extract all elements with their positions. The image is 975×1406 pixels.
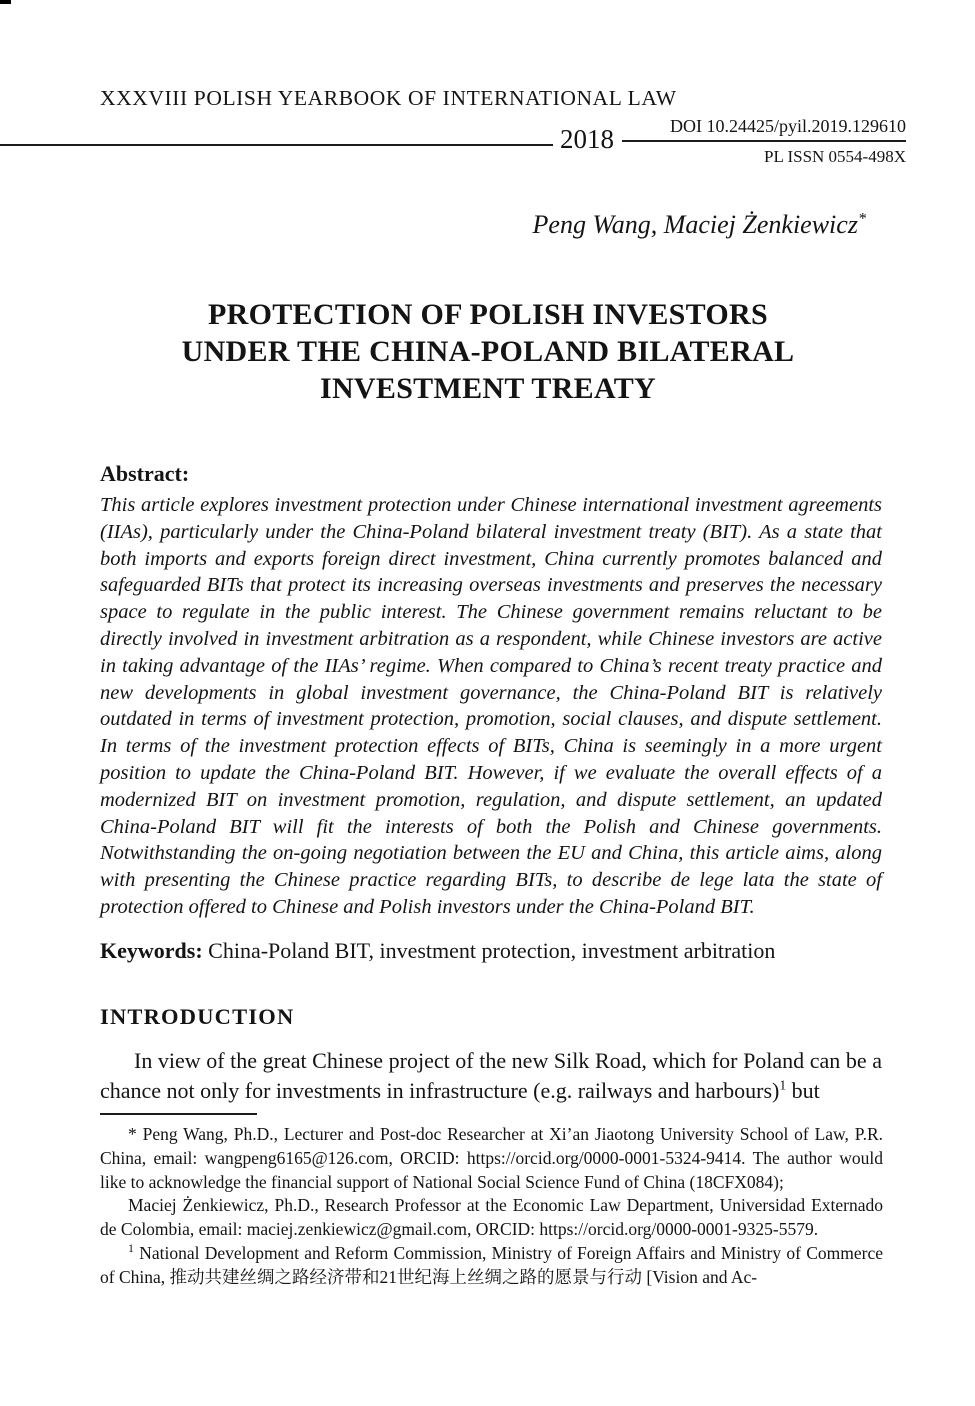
author-line — [100, 210, 866, 240]
footnote-separator-rule — [100, 1113, 257, 1115]
article-title-line: INVESTMENT TREATY — [319, 372, 657, 405]
header-rule-left — [0, 144, 553, 146]
article-title-line: PROTECTION OF POLISH INVESTORS — [208, 298, 768, 331]
introduction-text-continued: but — [786, 1077, 820, 1103]
footnote-second-author: Maciej Żenkiewicz, Ph.D., Research Professor at the Economic Law Department, Universidad Externado de Colombia, email: maciej.zenkiewicz@gmail.com, ORCID: https://orcid.org/0000-0001-9325-5579. — [100, 1195, 883, 1240]
footnote-reference-1: 1 — [779, 1077, 787, 1093]
introduction-heading: INTRODUCTION — [100, 1004, 295, 1029]
footnote-1-marker: 1 — [128, 1241, 134, 1256]
volume-year: 2018 — [560, 124, 614, 154]
footnote-star: * Peng Wang, Ph.D., Lecturer and Post-doc Researcher at Xi’an Jiaotong University School of Law, P.R. China, email: wangpeng6165@126.com, ORCID: https://orcid.org/0000-0001-5324-9414. The author would like to acknowledge the financial support of National Social Science Fund of China (18CFX084); — [100, 1124, 883, 1192]
article-title — [98, 296, 878, 407]
introduction-paragraph — [100, 1046, 882, 1105]
author-names: Peng Wang, Maciej Żenkiewicz — [532, 210, 858, 239]
footnotes-block — [100, 1123, 883, 1290]
keywords-label: Keywords: — [100, 938, 203, 963]
abstract-heading: Abstract: — [100, 461, 190, 486]
introduction-text: In view of the great Chinese project of the new Silk Road, which for Poland can be a chance not only for investments in infrastructure (e.g. railways and harbours) — [100, 1048, 882, 1103]
doi-text: DOI 10.24425/pyil.2019.129610 — [670, 116, 906, 136]
header-right-block — [622, 116, 906, 167]
issn-text: PL ISSN 0554-498X — [764, 147, 906, 166]
author-footnote-marker: * — [857, 210, 866, 228]
scan-artifact-mark — [0, 0, 11, 4]
keywords-list: China-Poland BIT, investment protection, investment arbitration — [202, 938, 776, 963]
article-title-line: UNDER THE CHINA-POLAND BILATERAL — [181, 335, 795, 368]
footnote-1-text: National Development and Reform Commission, Ministry of Foreign Affairs and Ministry of Commerce of China, 推动共建丝绸之路经济带和21世纪海上丝绸之路的愿景与行动 [Vision and Ac- — [100, 1242, 883, 1287]
abstract-body: This article explores investment protection under Chinese international investment agreements (IIAs), particularly under the China-Poland bilateral investment treaty (BIT). As a state that both imports and exports foreign direct investment, China currently promotes balanced and safeguarded BITs that protect its increasing overseas investments and preserves the necessary space to regulate in the public interest. The Chinese government remains reluctant to be directly involved in investment arbitration as a respondent, while Chinese investors are active in taking advantage of the IIAs’ regime. When compared to China’s recent treaty practice and new developments in global investment governance, the China-Poland BIT is relatively outdated in terms of investment protection, promotion, social clauses, and dispute settlement. In terms of the investment protection effects of BITs, China is seemingly in a more urgent position to update the China-Poland BIT. However, if we evaluate the overall effects of a modernized BIT on investment promotion, regulation, and dispute settlement, an updated China-Poland BIT will fit the interests of both the Polish and Chinese governments. Notwithstanding the on-going negotiation between the EU and China, this article aims, along with presenting the Chinese practice regarding BITs, to describe de lege lata the state of protection offered to Chinese and Polish investors under the China-Poland BIT. — [100, 494, 882, 918]
journal-title: XXXVIII POLISH YEARBOOK OF INTERNATIONAL LAW — [100, 86, 677, 110]
keywords-line — [100, 938, 882, 964]
footnote-1 — [100, 1242, 883, 1290]
